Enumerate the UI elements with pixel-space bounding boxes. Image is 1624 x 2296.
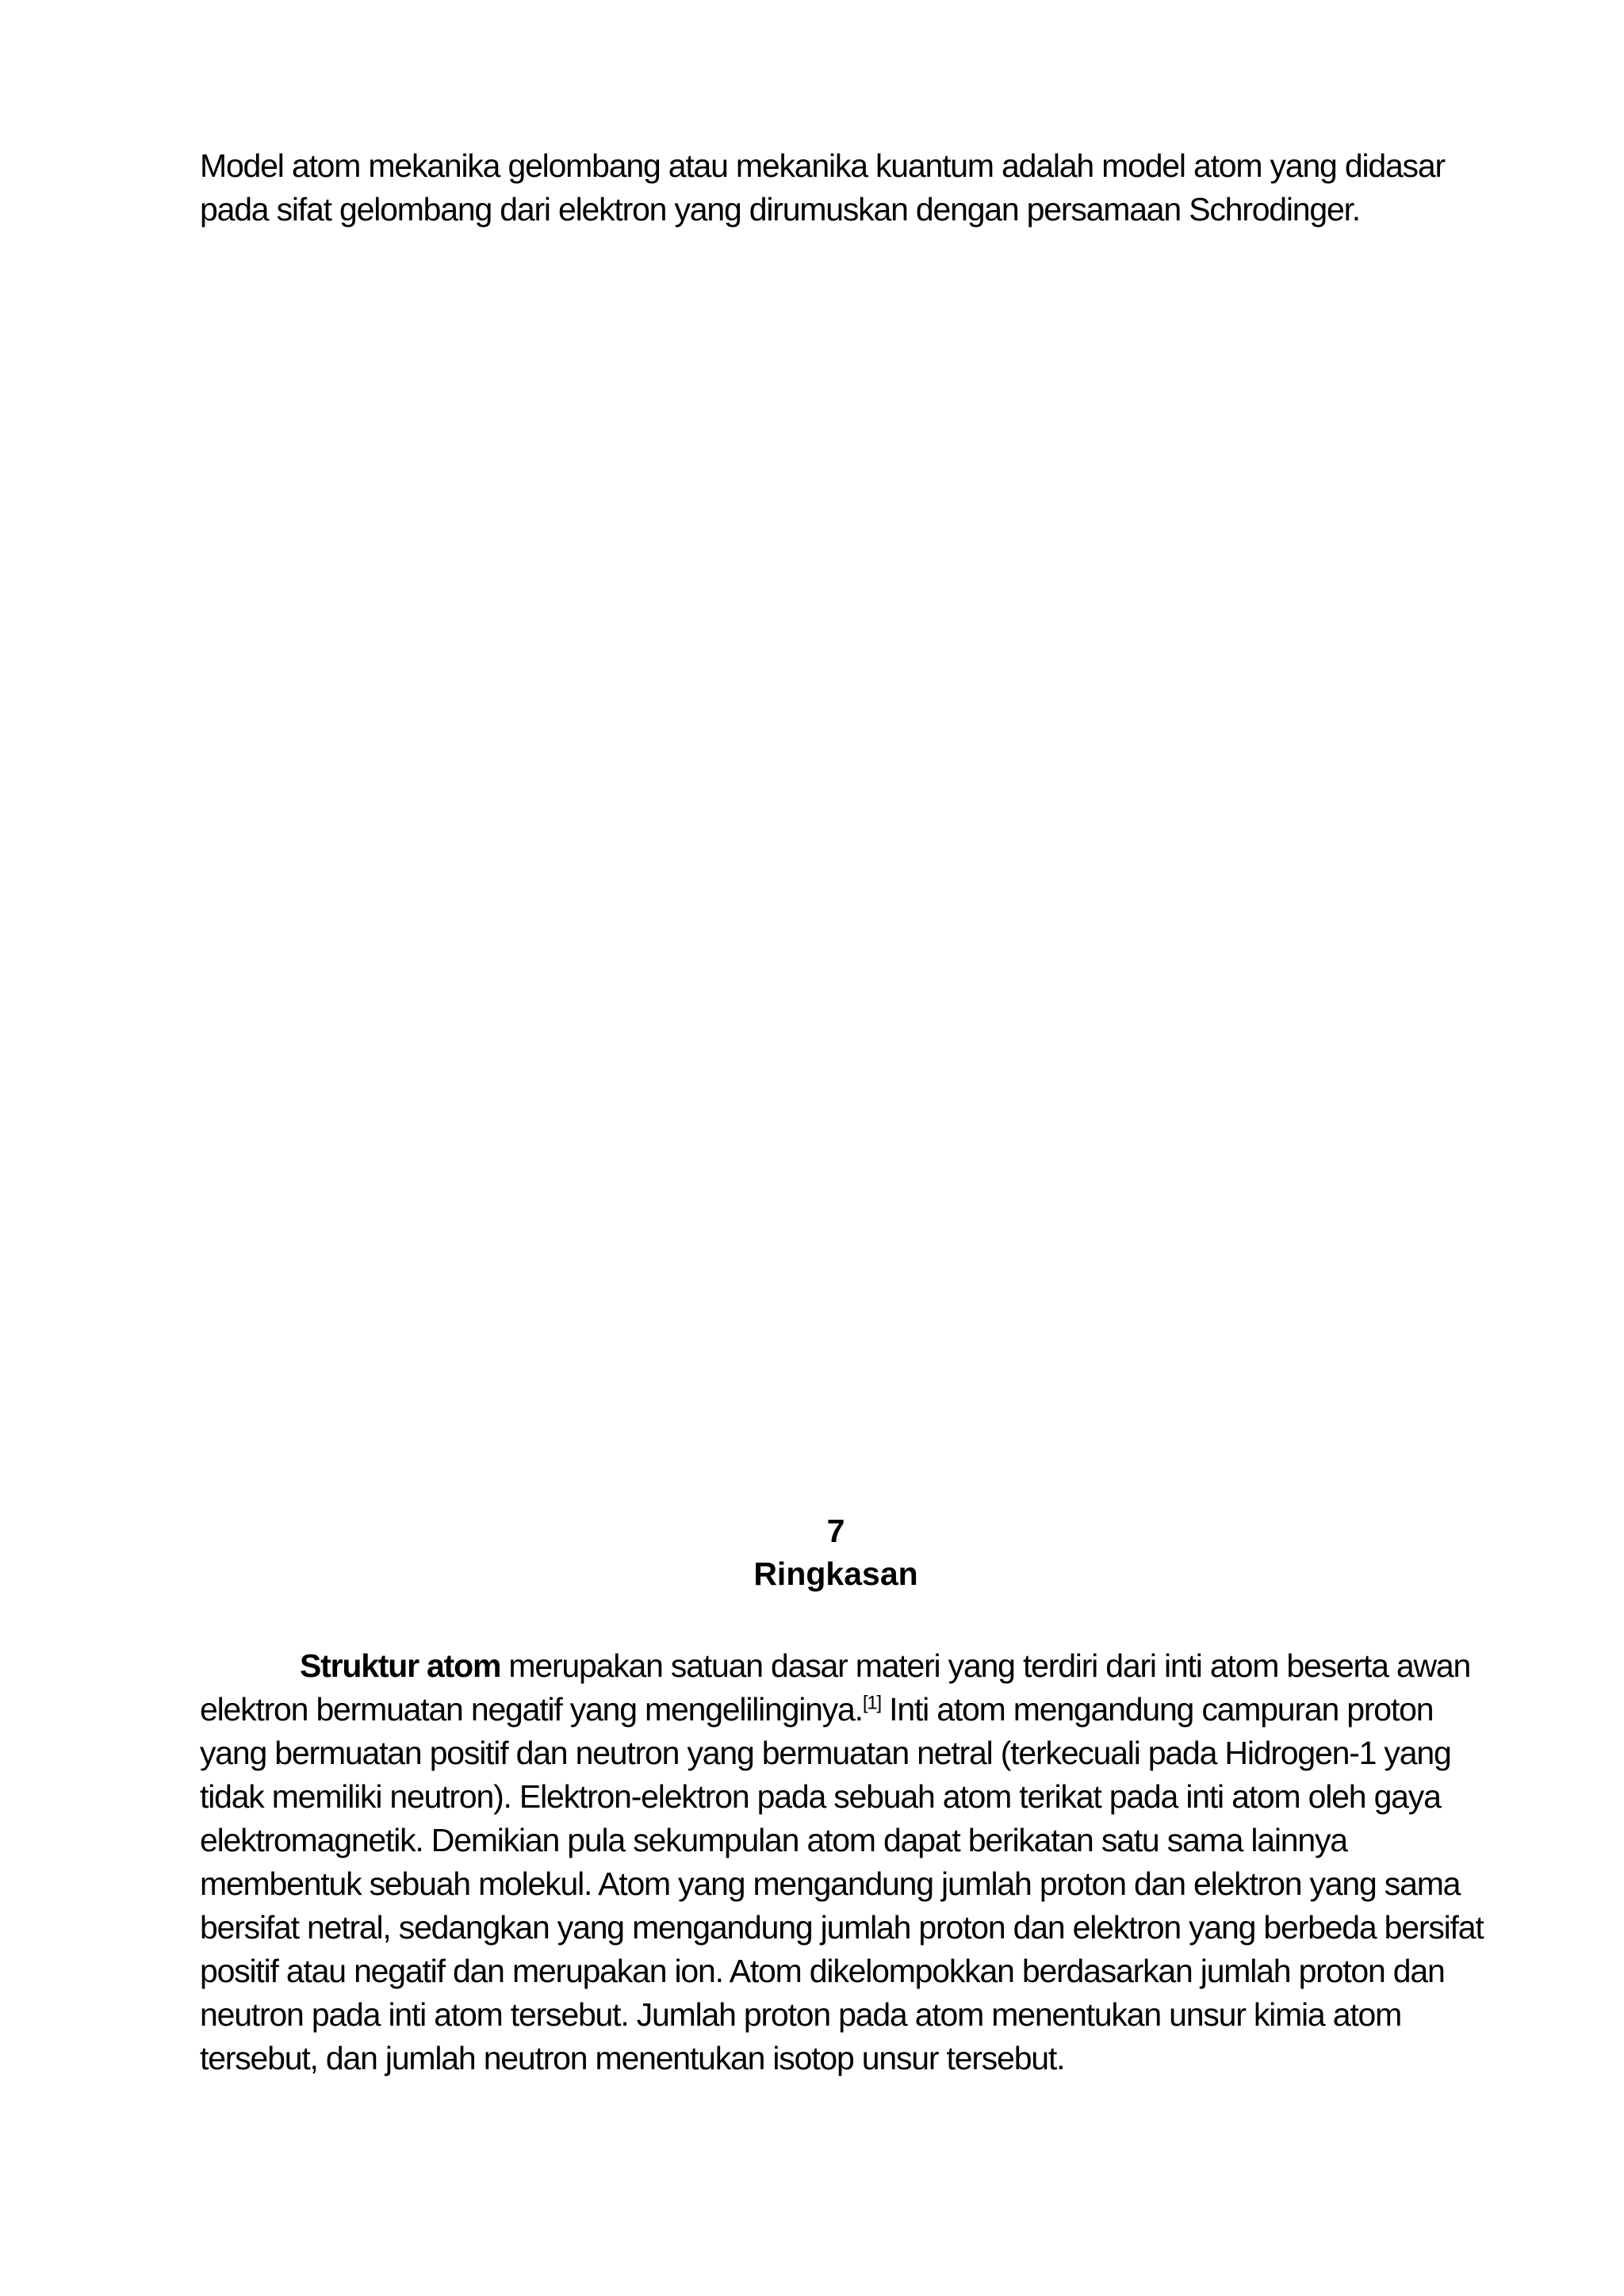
intro-paragraph: Model atom mekanika gelombang atau mekanika kuantum adalah model atom yang didasar pada sifat gelombang dari elektron yang dirumuskan dengan persamaan Schrodinger. (200, 147, 1445, 228)
summary-text-part1: merupakan satuan dasar materi yang terdiri dari inti atom beserta awan elektron bermuatan negatif yang mengelilinginya. (200, 1647, 1471, 1728)
chapter-number: 7 (826, 1513, 845, 1549)
summary-bold-term: Struktur atom (300, 1647, 501, 1684)
citation-marker[interactable]: [1] (862, 1692, 881, 1714)
summary-paragraph (200, 1644, 1500, 2080)
chapter-title: Ringkasan (753, 1556, 918, 1592)
summary-text-part2: Inti atom mengandung campuran proton yang bermuatan positif dan neutron yang bermuatan netral (terkecuali pada Hidrogen-1 yang tidak memiliki neutron). Elektron-elektron pada sebuah atom terikat pada inti atom oleh gaya elektromagnetik. Demikian pula sekumpulan atom dapat berikatan satu sama lainnya membentuk sebuah molekul. Atom yang mengandung jumlah proton dan elektron yang sama bersifat netral, sedangkan yang mengandung jumlah proton dan elektron yang berbeda bersifat positif atau negatif dan merupakan ion. Atom dikelompokkan berdasarkan jumlah proton dan neutron pada inti atom tersebut. Jumlah proton pada atom menentukan unsur kimia atom tersebut, dan jumlah neutron menentukan isotop unsur tersebut. (200, 1691, 1484, 2076)
